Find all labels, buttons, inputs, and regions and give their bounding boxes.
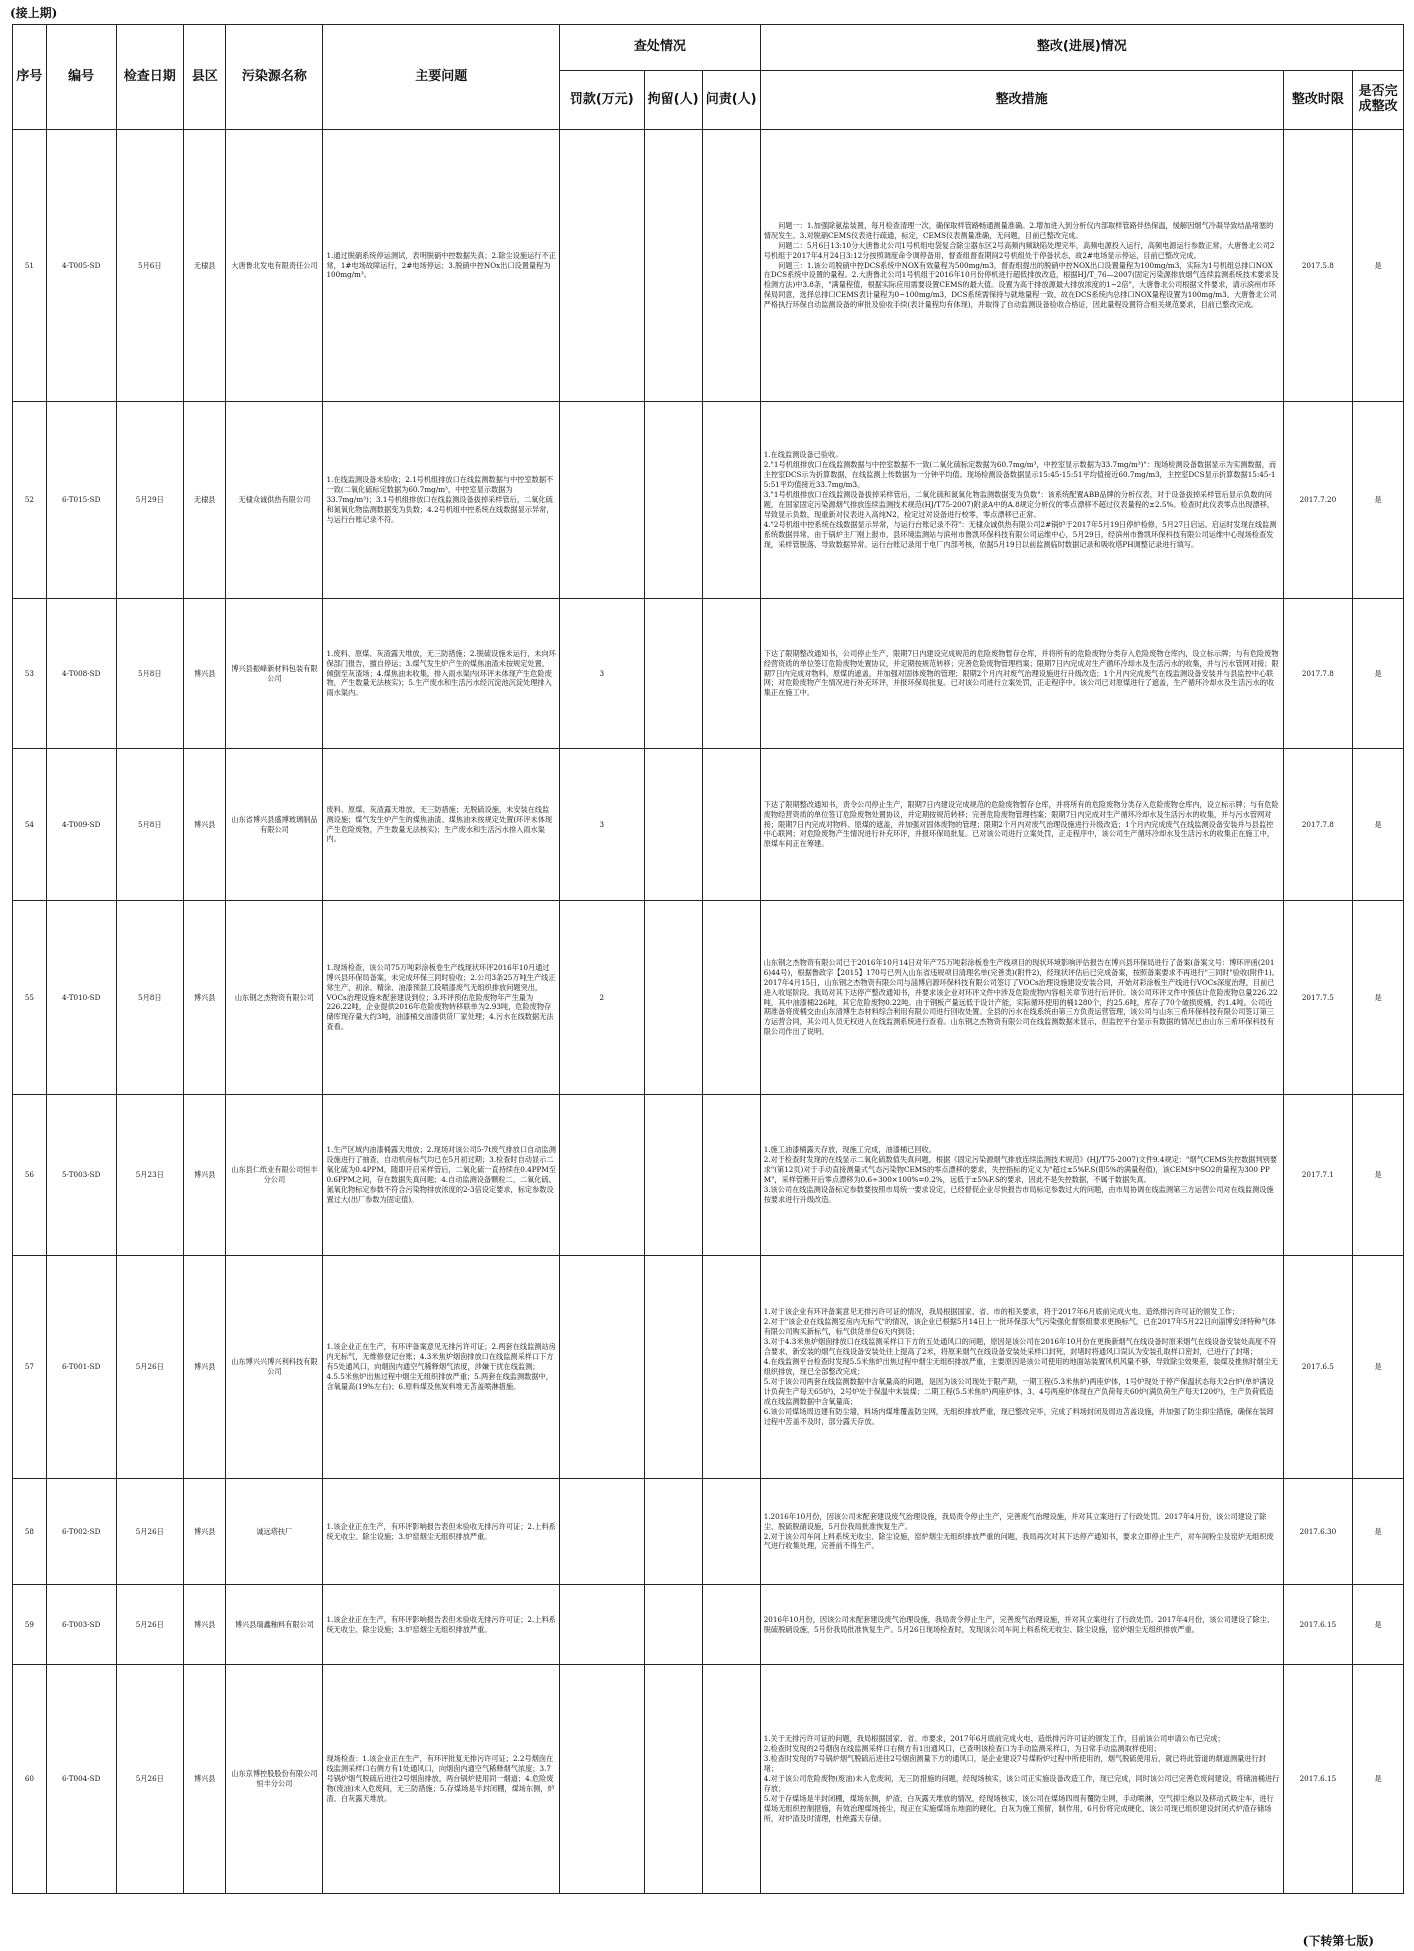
- row-fine: 3: [560, 599, 644, 749]
- row-fine: [560, 1256, 644, 1479]
- row-measures: [760, 1585, 1283, 1665]
- row-deadline: 2017.6.15: [1283, 1585, 1353, 1665]
- row-measures-text: 问题一：1.加强除氨盐装置，每月检查清理一次，确保取样管路畅通测量准确。2.增加进入到分析仪内部取样管路伴热保温，缓解因烟气冷凝导致结晶堵塞的情况发生。3.对脱硝CEMS仪表进行疏通，标定，CEMS仪表测量准确，无问题，目前已整改完成。 问题二：5月6日13:10分大唐鲁北公司1号机组电袋复合除尘器东区2号高频内频缺陷处理完毕，高频电源投入运行，高频电源运行参数正常。大唐鲁北公司2号机组于2017年4月24日3:12分按照调度命令调停备用，督查组督查期间2号机组处于停备状态，故2#电场显示停运，目前已整改完成。 问题三：1.该公司脱硝中控DCS系统中NOX有效量程为500mg/m3，督查组提出的脱硝中控NOX出口设置量程为100mg/m3，实际为1号机组总排口NOX在DCS系统中设置的量程。2.大唐鲁北公司1号机组于2016年10月份停机进行超低排放改造，根据HJ/T_76—2007(固定污染源排放烟气连续监测系统技术要求及检测方法)中3.8条，"满量程值，根据实际应用需要设置CEMS的最大值。设置为高于排放源最大排放浓度的1~2倍"，大唐鲁北公司根据文件要求，请示滨州市环保局同意，选择总排口CEMS表计量程为0~100mg/m3，DCS系统需保持与就地量程一致，故在DCS系统内总排口NOX量程设置为100mg/m3。大唐鲁北公司严格执行环保自动监测设备的审批及验收手续(表计量程均有体现)，并取得了自动监测设备验收合格证，因此量程设置符合相关规范要求，目前已整改完成。: [763, 220, 1279, 310]
- row-measures-text: 下达了限期整改通知书，责令公司停止生产，限期7日内建设完成规范的危险废物暂存仓库，并将所有的危险废物分类存入危险废物仓库内，设立标示牌；与有危险废物经营资质的单位签订危险废物处置协议，并定期按规范转移；完善危险废物管理档案；限期7日内完成对生产循环冷却水及生活污水的收集，并与污水管网对接；限期7日内完成对物料、原煤的遮盖，并加强对固体废物的管理；限期2个月内对废气治理设施进行升级改造；1个月内完成废气在线监测设备安装并与县监控中心联网；对危险废物产生情况进行补充环评，并报环保局批复。已对该公司进行立案处罚，正走程序中，该公司生产循环冷却水及生活污水的收集正在施工中，原煤车间正在筹建。: [763, 799, 1279, 849]
- row-done: 是: [1353, 749, 1404, 901]
- row-source: 山东省博兴县盛博玻璃制品有限公司: [226, 749, 323, 901]
- table-row: [13, 1585, 1404, 1665]
- row-county: 无棣县: [184, 130, 226, 402]
- header-fine: 罚款(万元): [560, 71, 644, 130]
- header-code: 编号: [46, 25, 116, 130]
- row-measures: [760, 402, 1283, 599]
- row-county: 博兴县: [184, 1256, 226, 1479]
- row-code: 4-T009-SD: [46, 749, 116, 901]
- row-deadline: 2017.7.1: [1283, 1095, 1353, 1256]
- row-date: 5月26日: [116, 1665, 184, 1894]
- row-measures: [760, 1665, 1283, 1894]
- row-detain: [644, 1256, 702, 1479]
- row-accountable: [702, 1585, 760, 1665]
- row-code: 4-T008-SD: [46, 599, 116, 749]
- row-seq: 51: [13, 130, 47, 402]
- header-done: 是否完成整改: [1353, 71, 1404, 130]
- row-done: 是: [1353, 901, 1404, 1095]
- row-fine: [560, 130, 644, 402]
- continued-from-label: (接上期): [10, 6, 58, 20]
- row-done: 是: [1353, 599, 1404, 749]
- table-row: [13, 599, 1404, 749]
- row-fine: 3: [560, 749, 644, 901]
- row-seq: 58: [13, 1479, 47, 1585]
- row-measures: [760, 1095, 1283, 1256]
- row-date: 5月29日: [116, 402, 184, 599]
- row-deadline: 2017.5.8: [1283, 130, 1353, 402]
- header-county: 县区: [184, 25, 226, 130]
- row-fine: [560, 1585, 644, 1665]
- row-source: 诚远塔扶厂: [226, 1479, 323, 1585]
- row-problem: 1.现场检查，该公司75万吨彩涂板卷生产线现状环评2016年10月通过博兴县环保局备案，未完成环保三同时验收；2.公司3条25万吨生产线正常生产，初涂、精涂、油漆预混工段喷漆废气无组织排放问题突出，VOCs治理设施未配套建设到位；3.环评预估危险废物年产生量为226.22吨，企业提供2016年危险废物转移联单为2.93吨，危险废物存储库现存量大约3吨，油漆桶交油漆供货厂家处理；4.污水在线数据无法查看。: [323, 901, 560, 1095]
- inspection-table: [12, 24, 1404, 1894]
- header-measures: 整改措施: [760, 71, 1283, 130]
- row-source: 山东县仁纸业有限公司恒丰分公司: [226, 1095, 323, 1256]
- row-county: 博兴县: [184, 749, 226, 901]
- row-code: 6-T004-SD: [46, 1665, 116, 1894]
- row-detain: [644, 1585, 702, 1665]
- row-source: 大唐鲁北发电有限责任公司: [226, 130, 323, 402]
- row-source: 山东钢之杰物资有限公司: [226, 901, 323, 1095]
- row-problem: 1.该企业正在生产，有环评备案意见无排污许可证；2.两套在线监测站房内无标气，无维修登记台账；4.3米焦炉烟囱排放口在线监测采样口下方有5处通风口，向烟囱内通空气稀释烟气浓度，涉嫌干扰在线监测；4.5.5米焦炉出焦过程中烟尘无组织排放严重；5.两套在线监测数据中，含氧量高(19%左右)；6.原料煤及焦炭料堆无苫盖喷淋措施。: [323, 1256, 560, 1479]
- row-county: 博兴县: [184, 1095, 226, 1256]
- row-measures-text: 1.施工油漆桶露天存放，现施工完成，油漆桶已回收。 2.对于检查时发现的在线显示二氧化硫数值失真问题，根据《固定污染源烟气排放连续监测技术规范》(HJ/T75-2007)文件9.4规定："烟气CEMS失控数据判别要求"(第12页)对于手动直接测量式气态污染物CEMS的零点漂移的要求，失控指标的定义为"超过±5%F.S(即5%的满量程值)，该CEMS中SO2的量程为300 PPM"，采样管断开后零点漂移为0.6÷300×100%=0.2%，远低于±5%F.S的要求，因此不是失控数据，不属于数据失真。 3.该公司在线监测设备标定参数要按照市局统一要求设定，已经督促企业尽快报告市局标定参数过大的问题，由市局协调在线监测第三方运营公司对在线监测设施按要求进行升级改造。: [763, 1145, 1278, 1204]
- row-detain: [644, 1095, 702, 1256]
- row-county: 博兴县: [184, 1665, 226, 1894]
- row-fine: 2: [560, 901, 644, 1095]
- row-source: 博兴县振峰新材料包装有限公司: [226, 599, 323, 749]
- row-problem: 1.通过脱硝系统停运测试，表明脱硝中控数据失真；2.除尘设施运行不正常，1#电场故障运行，2#电场停运；3.脱硝中控NOx出口设置量程为100mg/m³。: [323, 130, 560, 402]
- row-source: 无棣众诚供热有限公司: [226, 402, 323, 599]
- row-done: 是: [1353, 1585, 1404, 1665]
- row-deadline: 2017.7.8: [1283, 749, 1353, 901]
- continued-to-label: (下转第七版): [1302, 1934, 1374, 1948]
- row-measures: [760, 599, 1283, 749]
- row-county: 无棣县: [184, 402, 226, 599]
- row-detain: [644, 1665, 702, 1894]
- row-measures-text: 1.2016年10月份，因该公司未配套建设废气治理设施，我局责令停止生产，完善废气治理设施，并对其立案进行了行政处罚。2017年4月份，该公司建设了除尘、脱硫脱硝设施，5月份我局批准恢复生产。 2.对于该公司车间上料系统无收尘、除尘设施，窑炉烟尘无组织排放严重的问题，我局再次对其下达停产通知书，要求立即停止生产，对车间粉尘及窑炉无组织废气进行收集处理，完善前不得生产。: [763, 1511, 1274, 1551]
- row-accountable: [702, 1665, 760, 1894]
- row-date: 5月8日: [116, 901, 184, 1095]
- row-measures-text: 1.关于无排污许可证的问题，我局根据国家、省、市要求，2017年6月底前完成火电、造纸排污许可证的颁发工作，目前该公司申请公布已完成； 2.检查时发现的2号烟囱在线监测采样口右侧方有1出通风口，已查明该检查口为手动监测采样口，为日常手动监测取样使用； 3.检查时发现的7号锅炉烟气脱硫后进往2号烟囱测量下方的通风口，是企业建设7号煤粉炉过程中所使用的，烟气脱硫使用后，就已将此管道的烟道测量进行封堵； 4.对于该公司危险废物(废油)未入危废间，无三防措施的问题，经现场核实，该公司正实施设备改造工作，现已完成，同时该公司已完善危废间建设，将储油桶进行存放； 5.对于存煤场是半封闭棚，煤场东侧，炉渣、白灰露天堆放的情况，经现场核实，该公司在煤场四周有覆防尘网，手动喷淋，空气抑尘炮以及移动式吸尘车，进行煤场无组织控制措施，有效治理煤场扬尘，现正在实施煤场东地面的硬化，白灰为施工预留，制作用，6月份将完成硬化，该公司现已组织建设封闭式炉渣存储场所，对炉渣及时清理，杜绝露天存储。: [763, 1734, 1280, 1823]
- row-seq: 59: [13, 1585, 47, 1665]
- row-measures-text: 2016年10月份，因该公司未配套建设废气治理设施，我局责令停止生产，完善废气治理设施，并对其立案进行了行政处罚。2017年4月份，该公司建设了除尘、脱硫脱硝设施，5月份我局批准恢复生产。5月26日现场检查时，发现该公司车间上料系统无收尘、除尘设施，窑炉烟尘无组织排放严重。: [763, 1614, 1275, 1634]
- table-row: [13, 901, 1404, 1095]
- row-problem: 1.该企业正在生产，有环评影响报告表但未验收无排污许可证；2.上料系统无收尘、除尘设施；3.炉窑烟尘无组织排放严重。: [323, 1585, 560, 1665]
- row-seq: 52: [13, 402, 47, 599]
- row-accountable: [702, 1256, 760, 1479]
- row-code: 6-T003-SD: [46, 1585, 116, 1665]
- header-problem: 主要问题: [323, 25, 560, 130]
- row-county: 博兴县: [184, 599, 226, 749]
- table-row: [13, 1665, 1404, 1894]
- row-source: 山东博兴兴博兴利科技有限公司: [226, 1256, 323, 1479]
- header-deadline: 整改时限: [1283, 71, 1353, 130]
- row-done: 是: [1353, 402, 1404, 599]
- row-measures: [760, 1479, 1283, 1585]
- row-seq: 54: [13, 749, 47, 901]
- row-detain: [644, 749, 702, 901]
- table-row: [13, 749, 1404, 901]
- row-measures-text: 1.在线监测设备已验收。 2."1号机组排放口在线监测数据与中控室数据不一致(二氧化硫标定数据为60.7mg/m³，中控室显示数据为33.7mg/m³)"：现场检测设备数据显示为实测数据，而主控室DCS示为折算数据，在线监测上传数据为一分钟平均值。现场检测设备数据显示15:45-15:51平均值接近60.7mg/m3，主控室DCS显示折算数据15:45-15:51平均值接近33.7mg/m3。 3."1号机组排放口在线监测设备拔掉采样管后，二氧化硫和氮氧化物监测数据变为负数"：该系统配置ABB品牌的分析仪表，对于设备拔掉采样管后显示负数的问题，在国家固定污染源烟气排放连续监测技术规范(HJ/T75-2007)附录A中的A.8规定分析仪的零点漂移不超过仪表量程的±2.5%。检查时此仪表零点出现漂移，导致显示负数，现重新对仪表进入高纯N2，检定过对设备进行校零，零点漂移已正常。 4."2号机组中控系统在线数据显示异常，与运行台账记录不符"：无棣众诚供热有限公司2#锅炉于2017年5月19日停炉检修，5月27日启运。启运时发现在线监测系统数据异常，由于锅炉主厂刚上报市，县环境监测站与滨州市鲁凯环保科技有限公司运维中心，5月29日，经滨州市鲁凯环保科技有限公司运维中心现场检查发现，采样管脱落，导致数据异常。运行台账记录用于电厂内部考核，依据5月19日以前监测临时数据记录和吸收塔PH调整记录进行填写。: [763, 450, 1277, 549]
- row-fine: [560, 1479, 644, 1585]
- row-code: 4-T010-SD: [46, 901, 116, 1095]
- row-problem: 1.该企业正在生产，有环评影响报告表但未验收无排污许可证；2.上料系统无收尘、除尘设施；3.炉窑烟尘无组织排放严重。: [323, 1479, 560, 1585]
- row-detain: [644, 901, 702, 1095]
- row-date: 5月6日: [116, 130, 184, 402]
- row-done: 是: [1353, 1095, 1404, 1256]
- table-row: [13, 1479, 1404, 1585]
- row-deadline: 2017.7.20: [1283, 402, 1353, 599]
- row-accountable: [702, 1479, 760, 1585]
- row-detain: [644, 402, 702, 599]
- row-accountable: [702, 901, 760, 1095]
- row-date: 5月8日: [116, 599, 184, 749]
- row-accountable: [702, 402, 760, 599]
- row-accountable: [702, 599, 760, 749]
- row-accountable: [702, 1095, 760, 1256]
- header-source: 污染源名称: [226, 25, 323, 130]
- table-row: [13, 402, 1404, 599]
- row-code: 6-T001-SD: [46, 1256, 116, 1479]
- row-date: 5月26日: [116, 1479, 184, 1585]
- row-measures: [760, 130, 1283, 402]
- table-row: [13, 1256, 1404, 1479]
- row-done: 是: [1353, 130, 1404, 402]
- row-problem: 1.废料、原煤、灰渣露天堆放，无三防措施；2.脱硫设施未运行，未向环保部门报告，擅自停运；3.煤气发生炉产生的煤焦油渣未按规定处置，倾倒至灰渣场；4.煤焦油未收集，排入雨水渠内(环评未体现产生危险废物，产生数量无法核实)；5.生产废水和生活污水经沉淀池沉淀处理排入雨水渠内。: [323, 599, 560, 749]
- row-measures-text: 1.对于该企业有环评备案意见无排污许可证的情况，我局根据国家、省、市的相关要求，将于2017年6月底前完成火电、造纸排污许可证的颁发工作； 2.对于"该企业在线监测室房内无标气"的情况，该企业已根据5月14日上一批环保部大气污染强化督察组要求更换标气，已在2017年5月22日向淄博安泽特种气体有限公司购买新标气，标气供货单位6天内到货； 3.对于4.3米焦炉烟囱排放口在线监测采样口下方的五处通风口的问题，原因是该公司在2016年10月份在更换新烟气在线设备时原来烟气在线设备安装处高度不符合要求，新安装的烟气在线设备安装处往上提高了2米，将原来烟气在线设备安装处采样口封死，封堵时将通风口误认为安装孔取样口密封，已进行了封堵； 4.在线监测平台检查时发现5.5米焦炉出焦过程中烟尘无组织排放严重，主要原因是该公司使用的地面站装置风机风量不够，导致除尘效果差，装煤及推焦时烟尘无组织排放，现已全部整改完成； 5.对于该公司两套在线监测数据中含氧量高的问题，是因为该公司现处于限产期，一期工程(5.3米焦炉)两座炉体，1号炉现处于停产保温状态每天2台炉(单炉满设计负荷生产每天65炉)，2号炉处于保温中未装煤；二期工程(5.5米焦炉)两座炉体，3、4号两座炉体现在产负荷每天60炉(满负荷生产每天120炉)，生产负荷低造成在线监测数据中含氧量高； 6.该公司煤场周边建有防尘墙，料场内煤堆覆盖防尘网，无组织排放严重，现已整改完毕，完成了料场封闭及周边苫盖设施，并加强了防尘抑尘措施，确保在装卸过程中苦盖不及时，部分露天存放。: [763, 1307, 1278, 1426]
- row-date: 5月8日: [116, 749, 184, 901]
- header-detain: 拘留(人): [644, 71, 702, 130]
- table-row: [13, 1095, 1404, 1256]
- row-measures: [760, 749, 1283, 901]
- row-date: 5月26日: [116, 1256, 184, 1479]
- header-accountable: 问责(人): [702, 71, 760, 130]
- row-fine: [560, 1665, 644, 1894]
- row-county: 博兴县: [184, 1479, 226, 1585]
- row-seq: 57: [13, 1256, 47, 1479]
- row-deadline: 2017.6.5: [1283, 1256, 1353, 1479]
- row-code: 6-T002-SD: [46, 1479, 116, 1585]
- header-penalty-group: 查处情况: [560, 25, 761, 71]
- row-accountable: [702, 130, 760, 402]
- row-source: 山东京博控股股份有限公司恒丰分公司: [226, 1665, 323, 1894]
- header-seq: 序号: [13, 25, 47, 130]
- header-date: 检查日期: [116, 25, 184, 130]
- row-problem: 1.生产区域内油漆桶露天堆放；2.现场对该公司5-7t废气排放口自动监测设施进行了抽查，自动机房标气均已在5月初过期；3.检查时自动显示二氧化硫为0.4PPM，随即开启采样管后，二氧化硫一直持续在0.4PPM至0.6PPM之间，存在数据失真问题；4.自动监测设备颗粒二、二氧化硫、氮氧化物标定参数不符合污染物排放浓度的2-3倍设定要求，标定参数设置过大(出厂参数为固定值)。: [323, 1095, 560, 1256]
- row-seq: 55: [13, 901, 47, 1095]
- row-county: 博兴县: [184, 1585, 226, 1665]
- row-fine: [560, 1095, 644, 1256]
- header-rect-group: 整改(进展)情况: [760, 25, 1403, 71]
- row-done: 是: [1353, 1256, 1404, 1479]
- row-detain: [644, 1479, 702, 1585]
- row-deadline: 2017.6.15: [1283, 1665, 1353, 1894]
- row-detain: [644, 599, 702, 749]
- row-date: 5月26日: [116, 1585, 184, 1665]
- row-fine: [560, 402, 644, 599]
- row-seq: 60: [13, 1665, 47, 1894]
- row-source: 博兴县瑞鑫釉料有限公司: [226, 1585, 323, 1665]
- row-seq: 53: [13, 599, 47, 749]
- row-deadline: 2017.7.8: [1283, 599, 1353, 749]
- row-code: 4-T005-SD: [46, 130, 116, 402]
- row-measures: [760, 1256, 1283, 1479]
- row-deadline: 2017.6.30: [1283, 1479, 1353, 1585]
- row-code: 5-T003-SD: [46, 1095, 116, 1256]
- row-accountable: [702, 749, 760, 901]
- row-detain: [644, 130, 702, 402]
- row-problem: 现场检查：1.该企业正在生产，有环评批复无排污许可证；2.2号烟囱在线监测采样口右侧方有1处通风口，向烟囱内通空气稀释烟气浓度；3.7号锅炉烟气脱硫后进往2号烟囱排放，两台锅炉使用同一烟道；4.危险废物(废油)未入危废间，无三防措施；5.存煤场是半封闭棚，煤场东侧，炉渣、白灰露天堆放。: [323, 1665, 560, 1894]
- row-measures-text: 山东钢之杰物资有限公司已于2016年10月14日对年产75万吨彩涂板卷生产线项目的现状环境影响评估报告在博兴县环保局进行了备案(备案文号：博环评函(2016)44号)，根据鲁政字【2015】170号已列入山东省违规项目清理名单(完善类)(附件2)，经现状评估后已完成备案，按照备案要求不再进行"三同时"验收(附件1)。2017年4月15日，山东钢之杰物资有限公司与淄博启源环保科技有限公司签订了VOCs治理设施建设安装合同，开始对彩涂板生产线进行VOCs深度治理，目前已进入收尾阶段。我局对其下达停产整改通知书，并要求该企业对环评文件中涉及危险废物内容相关章节进行后评价。该公司环评文件中预估计危险废物总量226.22吨，其中油漆桶226吨，其它危险废物0.22吨。由于钢板产量远低于设计产能，实际循环使用的桶1280个，约25.6吨，库存了70个破损废桶，约1.4吨。公司近期准备将废桶交由山东清博生态材料综合利用有限公司进行回收处置。全县的污水在线系统由第三方负责运营管理，该公司与山东三希环保科技有限公司签订第三方运营合同，其公司人员无权进入在线监测系统进行查看。山东钢之杰物资有限公司在线监测数据未显示，但监控平台显示有数据的情况已由山东三希环保科技有限公司作出了说明。: [763, 957, 1279, 1037]
- row-seq: 56: [13, 1095, 47, 1256]
- row-measures-text: 下达了限期整改通知书，公司停止生产，限期7日内建设完成规范的危险废物暂存仓库，并将所有的危险废物分类存入危险废物仓库内，设立标示牌；与有危险废物经营资质的单位签订危险废物处置协议，并定期按规范转移；完善危险废物管理档案；限期7日内完成对生产循环冷却水及生活污水的收集，并与污水管网对接；限期7日内完成对物料、原煤的遮盖，并加强对固体废物的管理；限期2个月内对废气治理设施进行升级改造；1个月内完成废气在线监测设备安装并与县监控中心联网；对危险废物产生情况进行补充环评，并报环保局批复。已对该公司进行立案处罚，正走程序中。该公司已对原煤进行了遮盖，生产循环冷却水及生活污水的收集正在施工中。: [763, 648, 1279, 698]
- row-date: 5月23日: [116, 1095, 184, 1256]
- row-code: 6-T015-SD: [46, 402, 116, 599]
- row-problem: 1.在线监测设备未验收；2.1号机组排放口在线监测数据与中控室数据不一致(二氧化硫标定数据为60.7mg/m³，中控室显示数据为33.7mg/m³)；3.1号机组排放口在线监测设备拔掉采样管后，二氧化硫和氮氧化物监测数据变为负数；4.2号机组中控系统在线数据显示异常，与运行台账记录不符。: [323, 402, 560, 599]
- row-done: 是: [1353, 1479, 1404, 1585]
- row-county: 博兴县: [184, 901, 226, 1095]
- row-problem: 废料、原煤、灰渣露天堆放，无三防措施；无脱硫设施，未安装在线监测设施；煤气发生炉产生的煤焦油渣、煤焦油未按规定处置(环评未体现产生危险废物，产生数量无法核实)；生产废水和生活污水排入雨水渠内。: [323, 749, 560, 901]
- table-row: [13, 130, 1404, 402]
- row-measures: [760, 901, 1283, 1095]
- row-done: 是: [1353, 1665, 1404, 1894]
- row-deadline: 2017.7.5: [1283, 901, 1353, 1095]
